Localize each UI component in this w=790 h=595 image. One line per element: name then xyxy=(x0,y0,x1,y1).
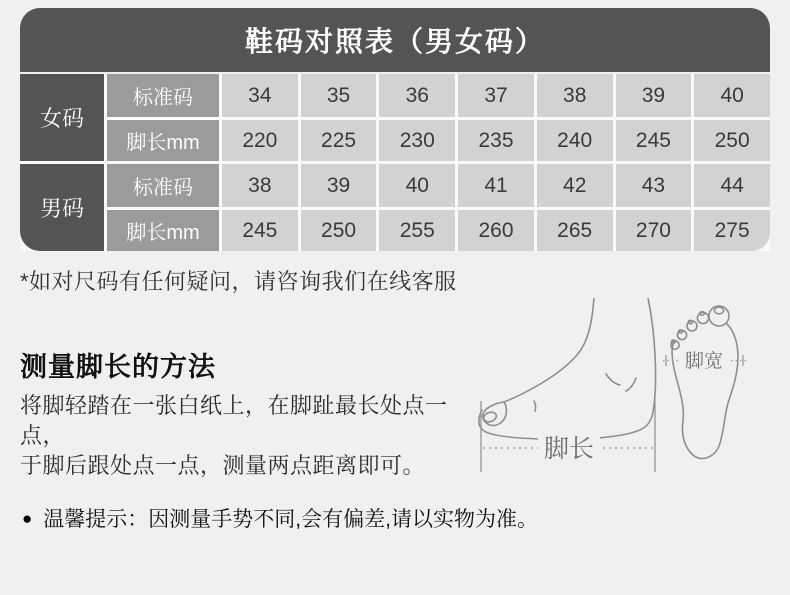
table-cell: 43 xyxy=(616,164,692,207)
table-cell: 39 xyxy=(301,164,377,207)
table-cell: 235 xyxy=(458,120,534,161)
table-cell: 250 xyxy=(694,120,770,161)
table-cell: 34 xyxy=(222,74,298,117)
table-cell: 225 xyxy=(301,120,377,161)
table-cell: 42 xyxy=(537,164,613,207)
foot-length-diagram xyxy=(458,298,668,478)
table-cell: 260 xyxy=(458,210,534,251)
metric-label: 标准码 xyxy=(107,74,219,117)
foot-length-label: 脚长 xyxy=(543,435,595,463)
table-cell: 35 xyxy=(301,74,377,117)
foot-width-label: 脚宽 xyxy=(684,351,724,372)
table-cell: 36 xyxy=(379,74,455,117)
measure-title: 测量脚长的方法 xyxy=(20,352,216,382)
bullet-icon: ● xyxy=(22,508,33,528)
size-chart-title: 鞋码对照表（男女码） xyxy=(20,8,770,72)
row-group-men: 男码 xyxy=(20,164,104,251)
measure-line-1: 将脚轻踏在一张白纸上，在脚趾最长处点一点， xyxy=(20,393,448,448)
size-chart xyxy=(20,8,770,251)
table-cell: 41 xyxy=(458,164,534,207)
table-cell: 245 xyxy=(222,210,298,251)
metric-label: 标准码 xyxy=(107,164,219,207)
table-cell: 37 xyxy=(458,74,534,117)
measure-line-2: 于脚后跟处点一点，测量两点距离即可。 xyxy=(20,453,426,478)
table-cell: 38 xyxy=(222,164,298,207)
table-cell: 265 xyxy=(537,210,613,251)
table-cell: 230 xyxy=(379,120,455,161)
table-cell: 275 xyxy=(694,210,770,251)
row-group-women: 女码 xyxy=(20,74,104,161)
metric-label: 脚长mm xyxy=(107,210,219,251)
size-chart-table xyxy=(20,74,770,251)
table-cell: 220 xyxy=(222,120,298,161)
metric-label: 脚长mm xyxy=(107,120,219,161)
foot-width-diagram xyxy=(663,293,790,483)
table-cell: 270 xyxy=(616,210,692,251)
table-cell: 40 xyxy=(379,164,455,207)
table-cell: 250 xyxy=(301,210,377,251)
size-note: *如对尺码有任何疑问，请咨询我们在线客服 xyxy=(20,269,457,294)
table-cell: 245 xyxy=(616,120,692,161)
table-cell: 44 xyxy=(694,164,770,207)
table-cell: 240 xyxy=(537,120,613,161)
table-cell: 255 xyxy=(379,210,455,251)
measure-instructions xyxy=(20,391,480,481)
warm-tip-text: 温馨提示：因测量手势不同,会有偏差,请以实物为准。 xyxy=(43,508,538,531)
warm-tip xyxy=(22,503,538,533)
table-cell: 38 xyxy=(537,74,613,117)
table-cell: 40 xyxy=(694,74,770,117)
table-cell: 39 xyxy=(616,74,692,117)
